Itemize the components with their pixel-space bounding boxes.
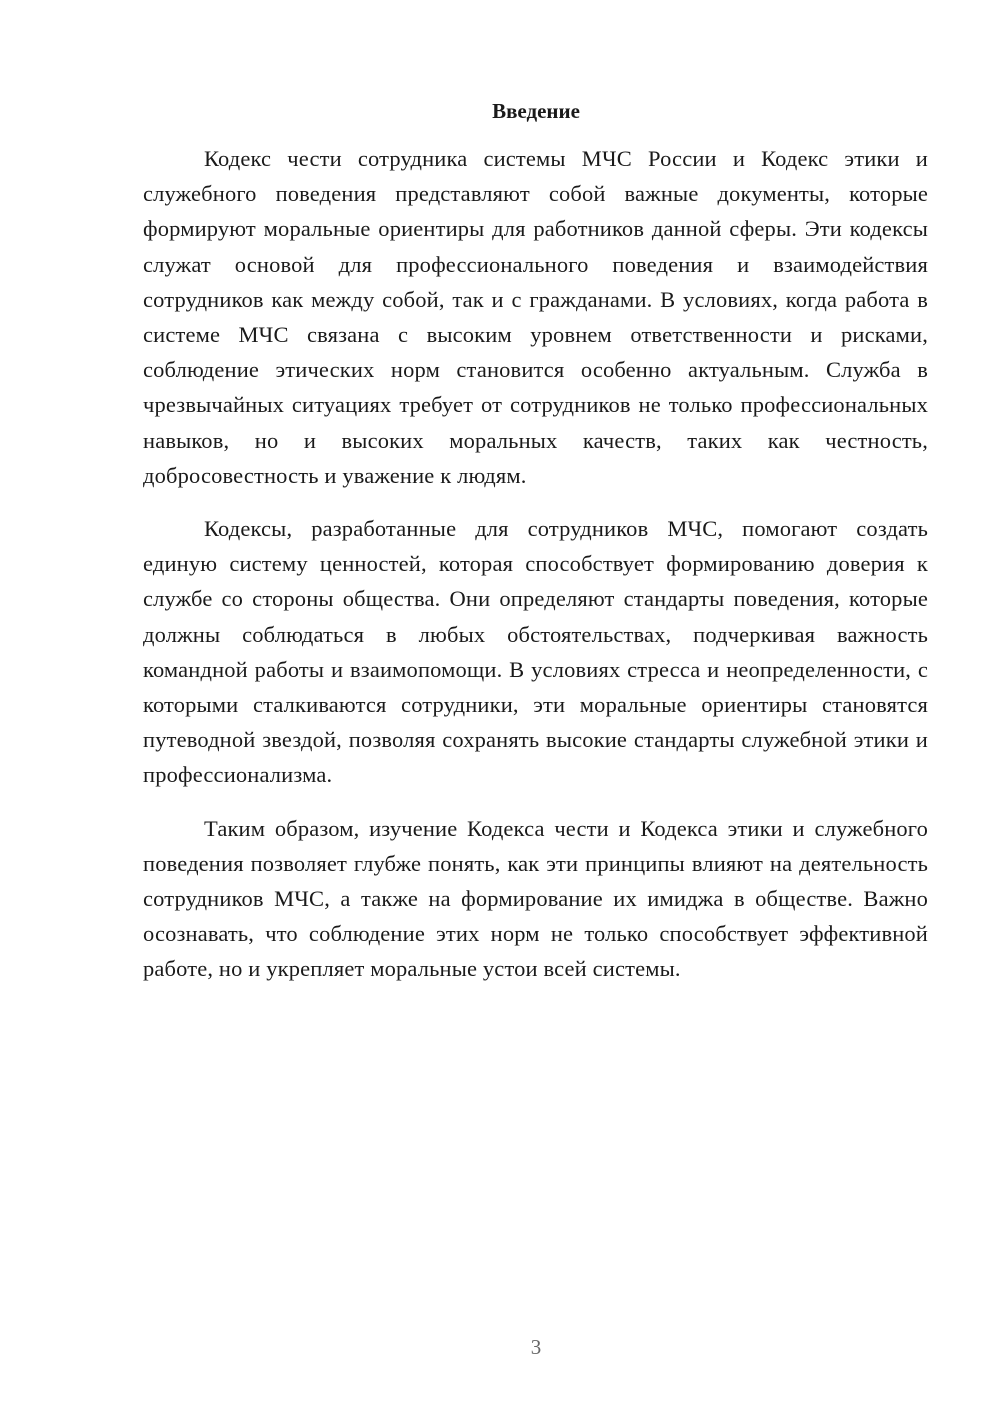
section-title: Введение bbox=[492, 99, 580, 123]
body-text bbox=[143, 141, 928, 1005]
paragraph-3: Таким образом, изучение Кодекса чести и Кодекса этики и служебного поведения позволяет глубже понять, как эти принципы влияют на деятельность сотрудников МЧС, а также на формирование их имиджа в обществе. Важно осознавать, что соблюдение этих норм не только способствует эффективной работе, но и укрепляет моральные устои всей системы. bbox=[143, 815, 928, 982]
page-number: 3 bbox=[530, 1335, 542, 1359]
paragraph-1: Кодекс чести сотрудника системы МЧС России и Кодекс этики и служебного поведения представляют собой важные документы, которые формируют моральные ориентиры для работников данной сферы. Эти кодексы служат основой для профессионального поведения и взаимодействия сотрудников как между собой, так и с гражданами. В условиях, когда работа в системе МЧС связана с высоким уровнем ответственности и рисками, соблюдение этических норм становится особенно актуальным. Служба в чрезвычайных ситуациях требует от сотрудников не только профессиональных навыков, но и высоких моральных качеств, таких как честность, добросовестность и уважение к людям. bbox=[143, 146, 928, 488]
paragraph-2: Кодексы, разработанные для сотрудников МЧС, помогают создать единую систему ценностей, которая способствует формированию доверия к службе со стороны общества. Они определяют стандарты поведения, которые должны соблюдаться в любых обстоятельствах, подчеркивая важность командной работы и взаимопомощи. В условиях стресса и неопределенности, с которыми сталкиваются сотрудники, эти моральные ориентиры становятся путеводной звездой, позволяя сохранять высокие стандарты служебной этики и профессионализма. bbox=[143, 516, 928, 788]
